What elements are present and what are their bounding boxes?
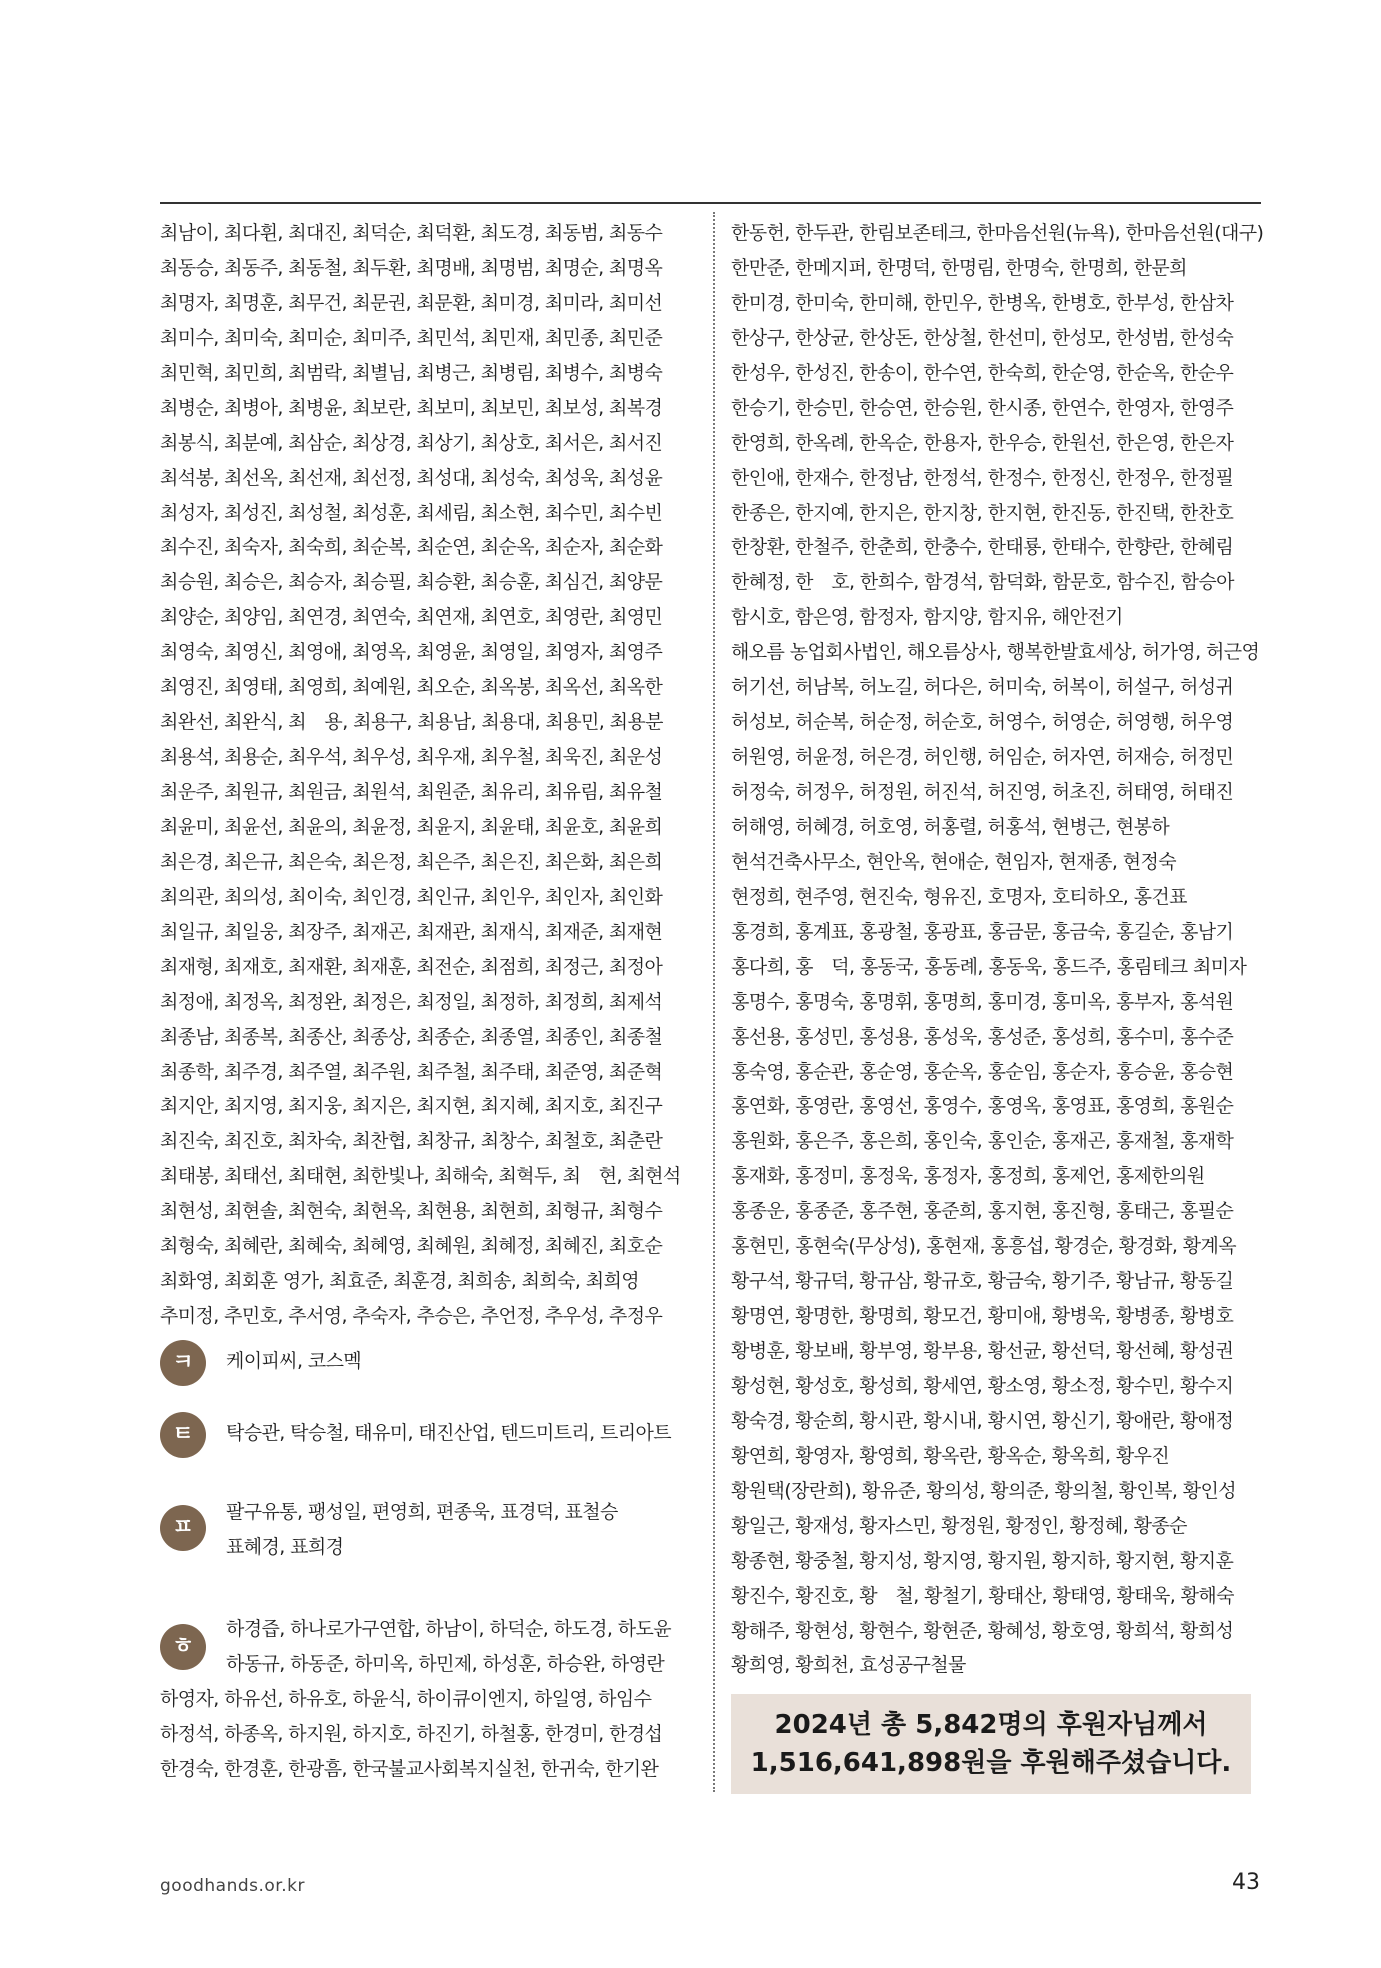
donor-line: 한상구, 한상균, 한상돈, 한상철, 한선미, 한성모, 한성범, 한성숙 bbox=[731, 326, 1234, 349]
donor-line: 최지안, 최지영, 최지웅, 최지은, 최지현, 최지혜, 최지호, 최진구 bbox=[160, 1095, 663, 1118]
donor-line: 최화영, 최회훈 영가, 최효준, 최훈경, 최희송, 최희숙, 최희영 bbox=[160, 1270, 640, 1293]
donor-line: 한미경, 한미숙, 한미해, 한민우, 한병옥, 한병호, 한부성, 한삼차 bbox=[731, 291, 1234, 314]
donor-line: 황구석, 황규덕, 황규삼, 황규호, 황금숙, 황기주, 황남규, 황동길 bbox=[731, 1270, 1234, 1293]
donor-line: 최용석, 최용순, 최우석, 최우성, 최우재, 최우철, 최욱진, 최운성 bbox=[160, 746, 663, 769]
donor-line: 허정숙, 허정우, 허정원, 허진석, 허진영, 허초진, 허태영, 허태진 bbox=[731, 781, 1234, 803]
donor-line: 홍선용, 홍성민, 홍성용, 홍성욱, 홍성준, 홍성희, 홍수미, 홍수준 bbox=[731, 1025, 1234, 1048]
donor-line: 허성보, 허순복, 허순정, 허순호, 허영수, 허영순, 허영행, 허우영 bbox=[731, 711, 1234, 734]
section-ha-names-5: 한경숙, 한경훈, 한광흠, 한국불교사회복지실천, 한귀숙, 한기완 bbox=[160, 1758, 659, 1780]
donor-line: 최형숙, 최혜란, 최혜숙, 최혜영, 최혜원, 최혜정, 최혜진, 최호순 bbox=[160, 1235, 663, 1258]
left-column bbox=[160, 216, 700, 1334]
donor-line: 한창환, 한철주, 한춘희, 한충수, 한태룡, 한태수, 한향란, 한혜림 bbox=[731, 536, 1234, 559]
section-ha-names-3: 하영자, 하유선, 하유호, 하윤식, 하이큐이엔지, 하일영, 하임수 bbox=[160, 1688, 652, 1710]
donor-line: 최봉식, 최분예, 최삼순, 최상경, 최상기, 최상호, 최서은, 최서진 bbox=[160, 431, 663, 454]
donor-line: 최은경, 최은규, 최은숙, 최은정, 최은주, 최은진, 최은화, 최은희 bbox=[160, 850, 663, 873]
donor-line: 최운주, 최원규, 최원금, 최원석, 최원준, 최유리, 최유림, 최유철 bbox=[160, 781, 663, 803]
donor-line: 홍종운, 홍종준, 홍주현, 홍준희, 홍지현, 홍진형, 홍태근, 홍필순 bbox=[731, 1200, 1234, 1223]
initial-ha-badge: ㅎ bbox=[160, 1624, 206, 1670]
donor-line: 해오름 농업회사법인, 해오름상사, 행복한발효세상, 허가영, 허근영 bbox=[731, 641, 1260, 664]
donor-line: 홍경희, 홍계표, 홍광철, 홍광표, 홍금문, 홍금숙, 홍길순, 홍남기 bbox=[731, 920, 1234, 943]
donor-line: 최완선, 최완식, 최 용, 최용구, 최용남, 최용대, 최용민, 최용분 bbox=[160, 711, 663, 734]
page-number: 43 bbox=[1232, 1870, 1260, 1895]
donor-line: 최석봉, 최선옥, 최선재, 최선정, 최성대, 최성숙, 최성욱, 최성윤 bbox=[160, 466, 663, 489]
donor-line: 한승기, 한승민, 한승연, 한승원, 한시종, 한연수, 한영자, 한영주 bbox=[731, 396, 1234, 419]
initial-ka-badge: ㅋ bbox=[160, 1340, 206, 1386]
donor-line: 최동승, 최동주, 최동철, 최두환, 최명배, 최명범, 최명순, 최명옥 bbox=[160, 256, 663, 279]
donor-line: 최미수, 최미숙, 최미순, 최미주, 최민석, 최민재, 최민종, 최민준 bbox=[160, 326, 663, 349]
donor-line: 황연희, 황영자, 황영희, 황옥란, 황옥순, 황옥희, 황우진 bbox=[731, 1444, 1170, 1467]
donor-line: 최일규, 최일웅, 최장주, 최재곤, 최재관, 최재식, 최재준, 최재현 bbox=[160, 920, 663, 943]
donor-line: 허기선, 허남복, 허노길, 허다은, 허미숙, 허복이, 허설구, 허성귀 bbox=[731, 676, 1234, 699]
column-divider bbox=[713, 212, 715, 1792]
donor-line: 최수진, 최숙자, 최숙희, 최순복, 최순연, 최순옥, 최순자, 최순화 bbox=[160, 536, 663, 559]
section-ha-names-4: 하정석, 하종옥, 하지원, 하지호, 하진기, 하철홍, 한경미, 한경섭 bbox=[160, 1723, 663, 1745]
summary-box bbox=[731, 1694, 1251, 1794]
donor-line: 황종현, 황중철, 황지성, 황지영, 황지원, 황지하, 황지현, 황지훈 bbox=[731, 1549, 1234, 1572]
donor-line: 최민혁, 최민희, 최범락, 최별님, 최병근, 최병림, 최병수, 최병숙 bbox=[160, 361, 663, 384]
donor-line: 최종남, 최종복, 최종산, 최종상, 최종순, 최종열, 최종인, 최종철 bbox=[160, 1025, 663, 1048]
donor-line: 허해영, 허혜경, 허호영, 허홍렬, 허홍석, 현병근, 현봉하 bbox=[731, 815, 1170, 838]
donor-line: 최영숙, 최영신, 최영애, 최영옥, 최영윤, 최영일, 최영자, 최영주 bbox=[160, 641, 663, 664]
donor-line: 한만준, 한메지퍼, 한명덕, 한명림, 한명숙, 한명희, 한문희 bbox=[731, 256, 1187, 279]
donor-line: 최영진, 최영태, 최영희, 최예원, 최오순, 최옥봉, 최옥선, 최옥한 bbox=[160, 676, 663, 699]
top-rule bbox=[160, 202, 1261, 204]
donor-line: 한동헌, 한두관, 한림보존테크, 한마음선원(뉴욕), 한마음선원(대구) bbox=[731, 222, 1264, 244]
donor-line: 홍숙영, 홍순관, 홍순영, 홍순옥, 홍순임, 홍순자, 홍승윤, 홍승현 bbox=[731, 1060, 1234, 1083]
donor-line: 최병순, 최병아, 최병윤, 최보란, 최보미, 최보민, 최보성, 최복경 bbox=[160, 396, 663, 419]
donor-line: 최현성, 최현솔, 최현숙, 최현옥, 최현용, 최현희, 최형규, 최형수 bbox=[160, 1200, 663, 1223]
donor-line: 추미정, 추민호, 추서영, 추숙자, 추승은, 추언정, 추우성, 추정우 bbox=[160, 1305, 663, 1328]
donor-line: 홍명수, 홍명숙, 홍명휘, 홍명희, 홍미경, 홍미옥, 홍부자, 홍석원 bbox=[731, 990, 1234, 1013]
donor-line: 최양순, 최양임, 최연경, 최연숙, 최연재, 최연호, 최영란, 최영민 bbox=[160, 606, 663, 629]
section-ta-names: 탁승관, 탁승철, 태유미, 태진산업, 텐드미트리, 트리아트 bbox=[226, 1422, 671, 1444]
initial-ta-badge: ㅌ bbox=[160, 1412, 206, 1458]
donor-line: 황성현, 황성호, 황성희, 황세연, 황소영, 황소정, 황수민, 황수지 bbox=[731, 1374, 1234, 1397]
donor-line: 최남이, 최다휜, 최대진, 최덕순, 최덕환, 최도경, 최동범, 최동수 bbox=[160, 222, 663, 244]
donor-line: 허원영, 허윤정, 허은경, 허인행, 허임순, 허자연, 허재승, 허정민 bbox=[731, 746, 1234, 769]
donor-line: 현석건축사무소, 현안옥, 현애순, 현임자, 현재종, 현정숙 bbox=[731, 850, 1176, 873]
donor-line: 최승원, 최승은, 최승자, 최승필, 최승환, 최승훈, 최심건, 최양문 bbox=[160, 571, 663, 594]
donor-line: 황해주, 황현성, 황현수, 황현준, 황혜성, 황호영, 황희석, 황희성 bbox=[731, 1619, 1234, 1642]
section-ha-names-2: 하동규, 하동준, 하미옥, 하민제, 하성훈, 하승완, 하영란 bbox=[226, 1653, 665, 1675]
donor-line: 현정희, 현주영, 현진숙, 형유진, 호명자, 호티하오, 홍건표 bbox=[731, 885, 1187, 908]
section-ha-names-1: 하경즙, 하나로가구연합, 하남이, 하덕순, 하도경, 하도윤 bbox=[226, 1618, 671, 1640]
donor-line: 최윤미, 최윤선, 최윤의, 최윤정, 최윤지, 최윤태, 최윤호, 최윤희 bbox=[160, 815, 663, 838]
donor-line: 황진수, 황진호, 황 철, 황철기, 황태산, 황태영, 황태욱, 황해숙 bbox=[731, 1584, 1234, 1607]
donor-line: 황병훈, 황보배, 황부영, 황부용, 황선균, 황선덕, 황선혜, 황성권 bbox=[731, 1340, 1234, 1362]
summary-line-2: 1,516,641,898원을 후원해주셨습니다. bbox=[750, 1748, 1232, 1778]
donor-line: 홍연화, 홍영란, 홍영선, 홍영수, 홍영옥, 홍영표, 홍영희, 홍원순 bbox=[731, 1095, 1234, 1118]
donor-line: 한영희, 한옥례, 한옥순, 한용자, 한우승, 한원선, 한은영, 한은자 bbox=[731, 431, 1234, 454]
donor-line: 황숙경, 황순희, 황시관, 황시내, 황시연, 황신기, 황애란, 황애정 bbox=[731, 1409, 1234, 1432]
donor-line: 황원택(장란희), 황유준, 황의성, 황의준, 황의철, 황인복, 황인성 bbox=[731, 1479, 1236, 1502]
donor-line: 최성자, 최성진, 최성철, 최성훈, 최세림, 최소현, 최수민, 최수빈 bbox=[160, 501, 663, 524]
donor-line: 최의관, 최의성, 최이숙, 최인경, 최인규, 최인우, 최인자, 최인화 bbox=[160, 885, 663, 908]
section-pa-names-1: 팔구유통, 팽성일, 편영희, 편종욱, 표경덕, 표철승 bbox=[226, 1501, 618, 1523]
donor-line: 최명자, 최명훈, 최무건, 최문권, 최문환, 최미경, 최미라, 최미선 bbox=[160, 291, 663, 314]
donor-line: 황희영, 황희천, 효성공구철물 bbox=[731, 1654, 966, 1677]
footer-url: goodhands.or.kr bbox=[160, 1876, 305, 1896]
donor-line: 최태봉, 최태선, 최태현, 최한빛나, 최해숙, 최혁두, 최 현, 최현석 bbox=[160, 1165, 681, 1188]
donor-line: 황명연, 황명한, 황명희, 황모건, 황미애, 황병욱, 황병종, 황병호 bbox=[731, 1305, 1234, 1328]
donor-line: 홍원화, 홍은주, 홍은희, 홍인숙, 홍인순, 홍재곤, 홍재철, 홍재학 bbox=[731, 1130, 1234, 1153]
donor-line: 한종은, 한지예, 한지은, 한지창, 한지현, 한진동, 한진택, 한찬호 bbox=[731, 501, 1234, 524]
donor-line: 한인애, 한재수, 한정남, 한정석, 한정수, 한정신, 한정우, 한정필 bbox=[731, 466, 1234, 489]
donor-line: 홍현민, 홍현숙(무상성), 홍현재, 홍흥섭, 황경순, 황경화, 황계옥 bbox=[731, 1235, 1236, 1258]
donor-line: 홍재화, 홍정미, 홍정욱, 홍정자, 홍정희, 홍제언, 홍제한의원 bbox=[731, 1165, 1205, 1188]
donor-line: 함시호, 함은영, 함정자, 함지양, 함지유, 해안전기 bbox=[731, 606, 1123, 629]
donor-line: 최정애, 최정옥, 최정완, 최정은, 최정일, 최정하, 최정희, 최제석 bbox=[160, 990, 663, 1013]
section-ka-names: 케이피씨, 코스멕 bbox=[226, 1350, 362, 1372]
initial-pa-badge: ㅍ bbox=[160, 1505, 206, 1551]
donor-line: 황일근, 황재성, 황자스민, 황정원, 황정인, 황정혜, 황종순 bbox=[731, 1514, 1187, 1537]
donor-line: 한혜정, 한 호, 한희수, 함경석, 함덕화, 함문호, 함수진, 함승아 bbox=[731, 571, 1234, 594]
section-pa-names-2: 표혜경, 표희경 bbox=[226, 1536, 344, 1558]
donor-line: 홍다희, 홍 덕, 홍동국, 홍동례, 홍동욱, 홍드주, 홍림테크 최미자 bbox=[731, 955, 1247, 978]
donor-line: 한성우, 한성진, 한송이, 한수연, 한숙희, 한순영, 한순옥, 한순우 bbox=[731, 361, 1234, 384]
right-column bbox=[731, 216, 1271, 1683]
donor-line: 최종학, 최주경, 최주열, 최주원, 최주철, 최주태, 최준영, 최준혁 bbox=[160, 1060, 663, 1083]
donor-line: 최재형, 최재호, 최재환, 최재훈, 최전순, 최점희, 최정근, 최정아 bbox=[160, 955, 663, 978]
summary-line-1: 2024년 총 5,842명의 후원자님께서 bbox=[774, 1710, 1208, 1740]
donor-line: 최진숙, 최진호, 최차숙, 최찬협, 최창규, 최창수, 최철호, 최춘란 bbox=[160, 1130, 663, 1153]
